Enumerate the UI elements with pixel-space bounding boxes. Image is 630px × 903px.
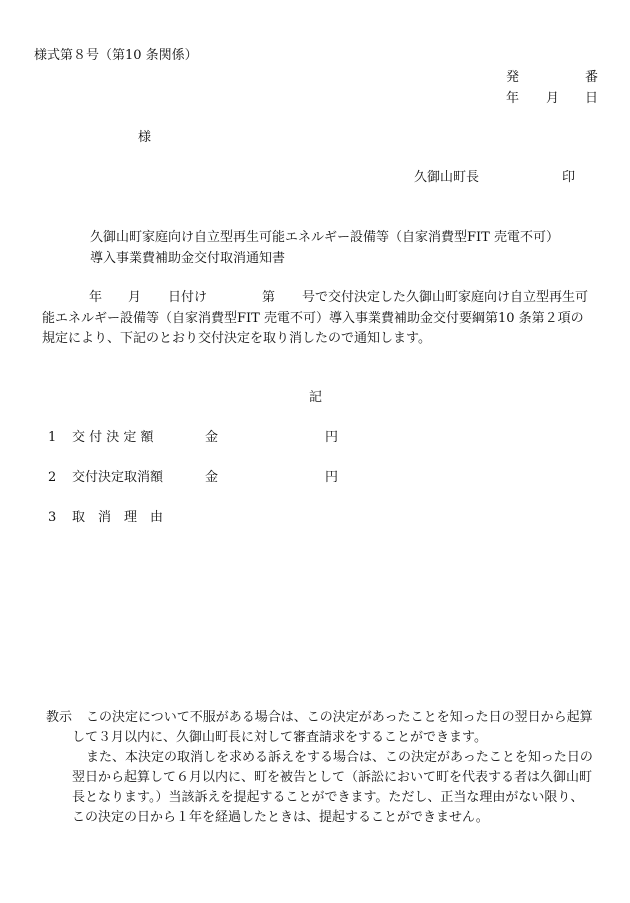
item-1-label: 交 付 決 定 額 [72, 430, 154, 445]
notice-line-1: この決定について不服がある場合は、この決定があったことを知った日の翌日から起算 [86, 710, 593, 725]
notice-line-6: この決定の日から１年を経過したときは、提起することができません。 [72, 810, 489, 825]
item-1-kin: 金 [205, 430, 219, 445]
body-dai: 第 [262, 290, 276, 305]
recipient-suffix: 様 [138, 130, 152, 145]
item-1-en: 円 [325, 430, 339, 445]
issuer-seal: 印 [562, 170, 576, 185]
body-day: 日付け [168, 290, 208, 305]
notice-line-3: また、本決定の取消しを求める訴えをする場合は、この決定があったことを知った日の [86, 750, 593, 765]
doc-number-label-left: 発 [506, 70, 520, 85]
item-2-en: 円 [325, 470, 339, 485]
body-line-3: 規定により、下記のとおり交付決定を取り消したので通知します。 [42, 331, 431, 346]
doc-number-label-right: 番 [585, 70, 599, 85]
notice-line-2: して３月以内に、久御山町長に対して審査請求をすることができます。 [72, 730, 487, 745]
issuer-name: 久御山町長 [414, 170, 480, 185]
item-2-number: 2 [48, 470, 57, 485]
date-day-label: 日 [585, 91, 599, 106]
body-year: 年 [89, 290, 103, 305]
date-year-label: 年 [506, 91, 520, 106]
form-id: 様式第８号（第10 条関係） [34, 48, 198, 63]
notice-line-4: 翌日から起算して６月以内に、町を被告として（訴訟において町を代表する者は久御山町 [72, 770, 593, 785]
title-line-1: 久御山町家庭向け自立型再生可能エネルギー設備等（自家消費型FIT 売電不可） [90, 230, 559, 245]
body-line-2: 能エネルギー設備等（自家消費型FIT 売電不可）導入事業費補助金交付要綱第10 条第２項の [42, 311, 584, 326]
item-3-label: 取 消 理 由 [72, 510, 164, 525]
item-2-label: 交付決定取消額 [72, 470, 164, 485]
ki-heading: 記 [309, 390, 323, 405]
title-line-2: 導入事業費補助金交付取消通知書 [90, 251, 286, 266]
body-month: 月 [128, 290, 142, 305]
body-line-1-rest: 号で交付決定した久御山町家庭向け自立型再生可 [302, 290, 589, 305]
item-3-number: 3 [48, 510, 57, 525]
notice-line-5: 長となります。）当該訴えを提起することができます。ただし、正当な理由がない限り、 [72, 790, 584, 805]
item-2-kin: 金 [205, 470, 219, 485]
notice-label: 教示 [46, 710, 73, 725]
item-1-number: 1 [48, 430, 57, 445]
date-month-label: 月 [546, 91, 560, 106]
